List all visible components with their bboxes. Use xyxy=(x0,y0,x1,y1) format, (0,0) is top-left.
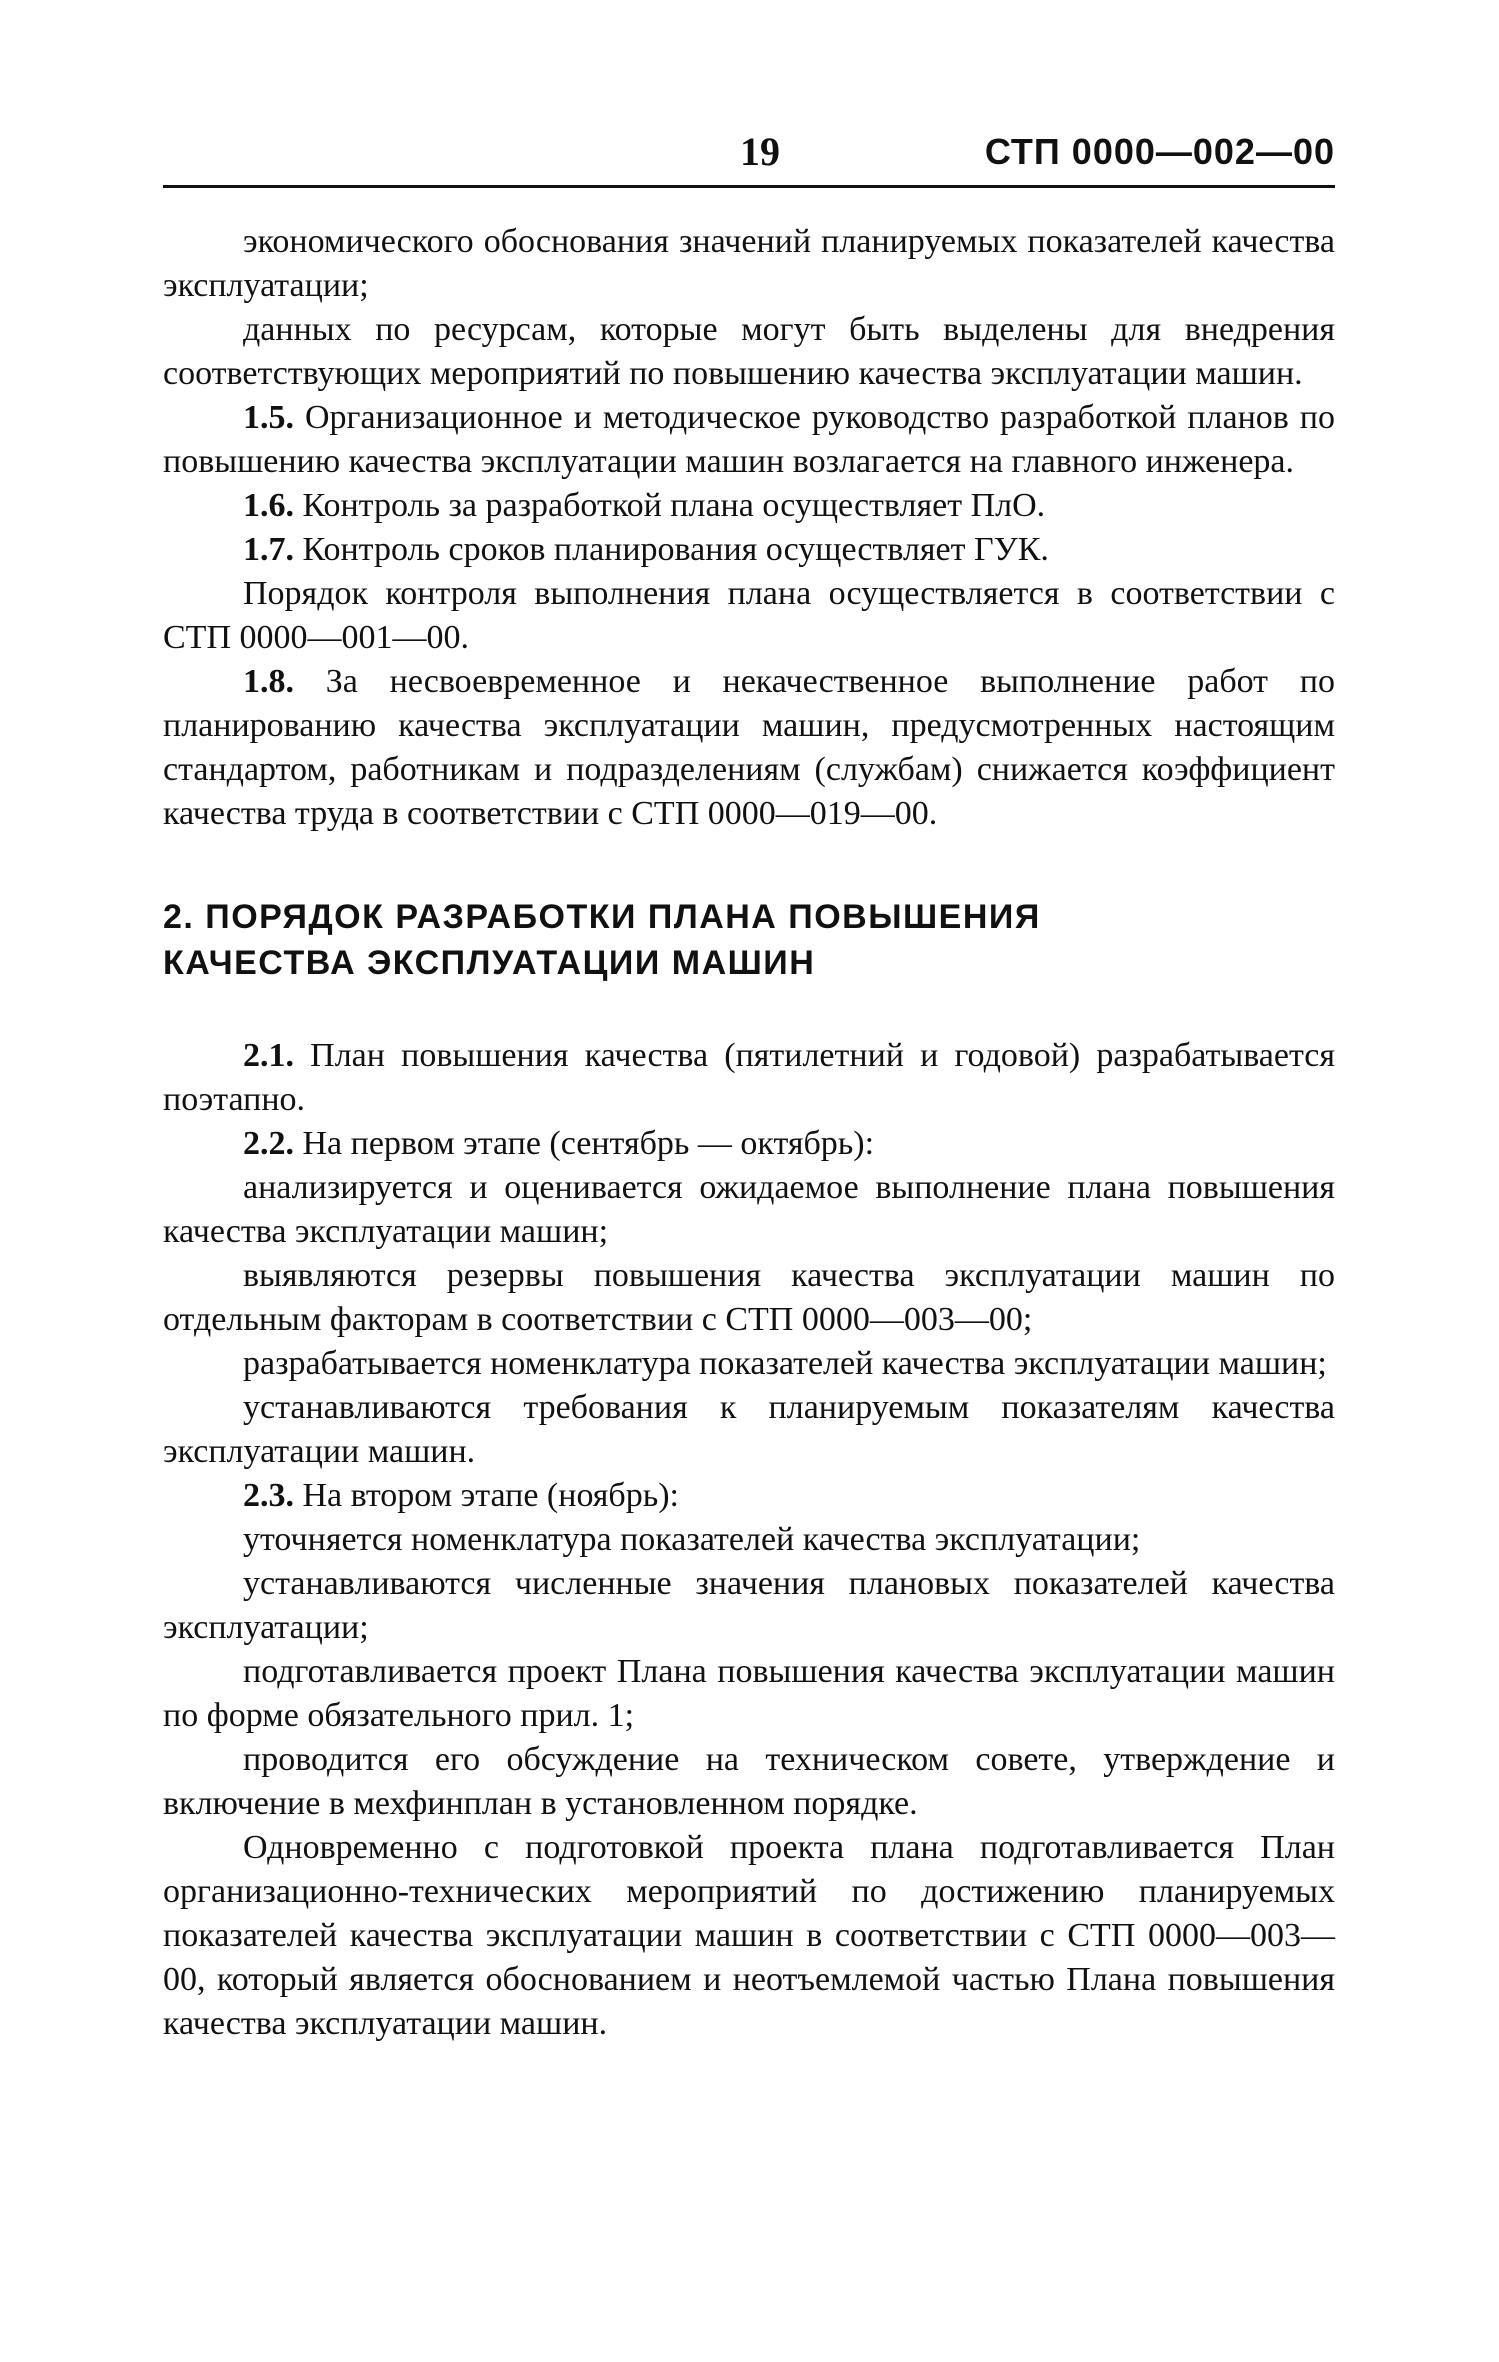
paragraph-text: уточняется номенклатура показателей качества эксплуатации; xyxy=(243,1521,1141,1558)
paragraph xyxy=(163,220,1335,308)
paragraph-text: Контроль сроков планирования осуществляет ГУК. xyxy=(294,531,1049,568)
paragraph xyxy=(163,1518,1335,1562)
clause-number: 1.7. xyxy=(243,531,294,568)
paragraph xyxy=(163,308,1335,396)
clause-number: 2.1. xyxy=(243,1037,294,1074)
document-body xyxy=(163,220,1335,2046)
section-heading xyxy=(163,894,1335,986)
paragraph xyxy=(163,1122,1335,1166)
paragraph xyxy=(163,1254,1335,1342)
paragraph-text: анализируется и оценивается ожидаемое выполнение плана повышения качества эксплуатации машин; xyxy=(163,1169,1335,1250)
paragraph xyxy=(163,1342,1335,1386)
paragraph xyxy=(163,1826,1335,2046)
paragraph xyxy=(163,1386,1335,1474)
document-code: СТП 0000—002—00 xyxy=(984,131,1335,172)
paragraph-text: Организационное и методическое руководство разработкой планов по повышению качества эксплуатации машин возлагается на главного инженера. xyxy=(163,399,1335,480)
paragraph-text: За несвоевременное и некачественное выполнение работ по планированию качества эксплуатации машин, предусмотренных настоящим стандартом, работникам и подразделениям (службам) снижается коэффициент качества труда в соответствии с СТП 0000—019—00. xyxy=(163,663,1335,832)
paragraph-text: экономического обоснования значений планируемых показателей качества эксплуатации; xyxy=(163,223,1335,304)
paragraph xyxy=(163,528,1335,572)
paragraph xyxy=(163,1650,1335,1738)
clause-number: 1.5. xyxy=(243,399,294,436)
paragraph xyxy=(163,1738,1335,1826)
paragraph xyxy=(163,484,1335,528)
paragraph-text: подготавливается проект Плана повышения качества эксплуатации машин по форме обязательного прил. 1; xyxy=(163,1653,1335,1734)
clause-number: 1.8. xyxy=(243,663,294,700)
paragraph-text: проводится его обсуждение на техническом совете, утверждение и включение в мехфинплан в установленном порядке. xyxy=(163,1741,1335,1822)
paragraph-text: разрабатывается номенклатура показателей качества эксплуатации машин; xyxy=(243,1345,1327,1382)
section-heading-line: КАЧЕСТВА ЭКСПЛУАТАЦИИ МАШИН xyxy=(163,944,816,982)
paragraph xyxy=(163,1166,1335,1254)
paragraph-text: На первом этапе (сентябрь — октябрь): xyxy=(294,1125,875,1162)
clause-number: 1.6. xyxy=(243,487,294,524)
paragraph xyxy=(163,572,1335,660)
paragraph-text: устанавливаются численные значения плановых показателей качества эксплуатации; xyxy=(163,1565,1335,1646)
paragraph xyxy=(163,396,1335,484)
section-heading-line: 2. ПОРЯДОК РАЗРАБОТКИ ПЛАНА ПОВЫШЕНИЯ xyxy=(163,898,1041,936)
paragraph-text: План повышения качества (пятилетний и годовой) разрабатывается поэтапно. xyxy=(163,1037,1335,1118)
page-header xyxy=(163,120,1335,184)
paragraph xyxy=(163,1034,1335,1122)
paragraph-text: Одновременно с подготовкой проекта плана подготавливается План организационно-технических мероприятий по достижению планируемых показателей качества эксплуатации машин в соответствии с СТП 0000—003—00, который является обоснованием и неотъемлемой частью Плана повышения качества эксплуатации машин. xyxy=(163,1829,1335,2042)
clause-number: 2.2. xyxy=(243,1125,294,1162)
paragraph-text: устанавливаются требования к планируемым показателям качества эксплуатации машин. xyxy=(163,1389,1335,1470)
paragraph-text: данных по ресурсам, которые могут быть выделены для внедрения соответствующих мероприятий по повышению качества эксплуатации машин. xyxy=(163,311,1335,392)
paragraph xyxy=(163,660,1335,836)
paragraph-text: выявляются резервы повышения качества эксплуатации машин по отдельным факторам в соответствии с СТП 0000—003—00; xyxy=(163,1257,1335,1338)
page-content xyxy=(163,0,1335,2362)
page-number: 19 xyxy=(740,129,780,174)
paragraph xyxy=(163,1474,1335,1518)
paragraph-text: Контроль за разработкой плана осуществляет ПлО. xyxy=(294,487,1046,524)
header-divider xyxy=(163,185,1335,188)
paragraph xyxy=(163,1562,1335,1650)
paragraph-text: На втором этапе (ноябрь): xyxy=(294,1477,680,1514)
paragraph-text: Порядок контроля выполнения плана осуществляется в соответствии с СТП 0000—001—00. xyxy=(163,575,1335,656)
clause-number: 2.3. xyxy=(243,1477,294,1514)
